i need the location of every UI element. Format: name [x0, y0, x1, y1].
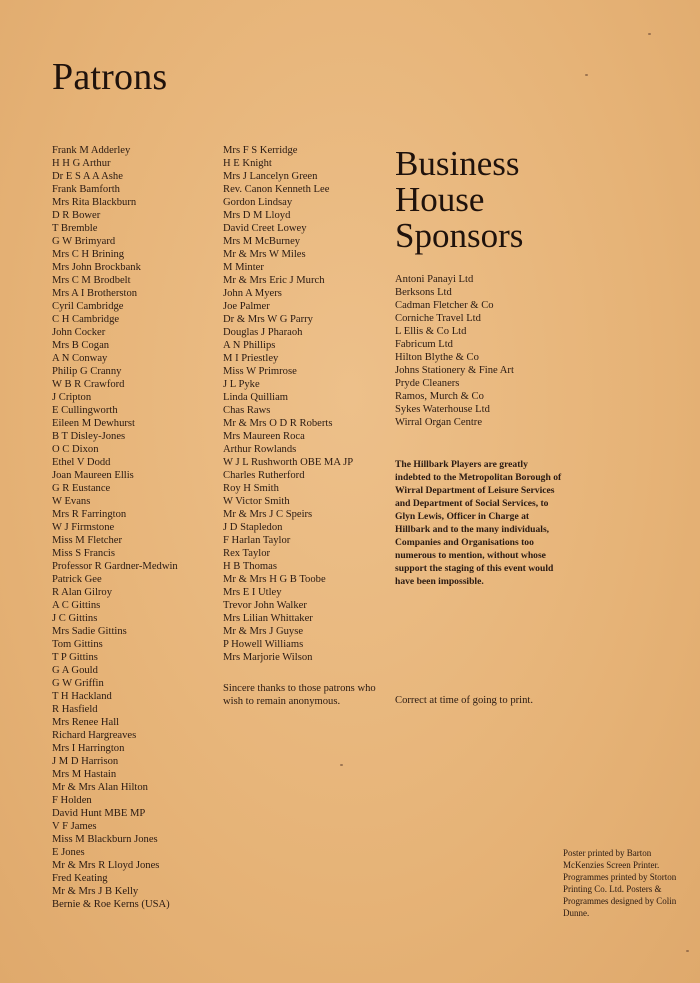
patron-name: T H Hackland [52, 691, 112, 702]
patron-name: Mrs D M Lloyd [223, 210, 291, 221]
patron-name: H H G Arthur [52, 158, 111, 169]
patron-name: O C Dixon [52, 444, 99, 455]
print-credits: Poster printed by Barton McKenzies Screen Printer. Programmes printed by Storton Printing Co. Ltd. Posters & Programmes designed by Colin Dunne. [563, 848, 677, 918]
patron-name: Gordon Lindsay [223, 197, 293, 208]
patron-name: M Minter [223, 262, 264, 273]
patron-name: J L Pyke [223, 379, 260, 390]
patron-name: John A Myers [223, 288, 282, 299]
patron-name: Mrs B Cogan [52, 340, 110, 351]
patron-name: A N Phillips [223, 340, 276, 351]
patron-name: Mrs F S Kerridge [223, 145, 298, 156]
patron-name: Frank Bamforth [52, 184, 120, 195]
sponsor-name: Hilton Blythe & Co [395, 352, 479, 363]
patron-name: Mr & Mrs Alan Hilton [52, 782, 148, 793]
sponsor-name: Berksons Ltd [395, 287, 452, 298]
patron-name: Joan Maureen Ellis [52, 470, 134, 481]
patron-name: Rev. Canon Kenneth Lee [223, 184, 330, 195]
patron-name: T P Gittins [52, 652, 98, 663]
patron-name: Eileen M Dewhurst [52, 418, 135, 429]
patron-name: Mrs R Farrington [52, 509, 127, 520]
sponsor-name: Sykes Waterhouse Ltd [395, 404, 490, 415]
patron-name: Mr & Mrs J B Kelly [52, 886, 139, 897]
patron-name: Cyril Cambridge [52, 301, 124, 312]
patrons-title: Patrons [52, 56, 168, 98]
patron-name: C H Cambridge [52, 314, 120, 325]
patron-name: G W Griffin [52, 678, 104, 689]
patron-name: M I Priestley [223, 353, 279, 364]
sponsor-name: Pryde Cleaners [395, 378, 460, 389]
patron-name: Tom Gittins [52, 639, 103, 650]
sponsors-title: Business House Sponsors [395, 144, 524, 255]
patron-name: T Bremble [52, 223, 98, 234]
patron-name: G W Brimyard [52, 236, 116, 247]
patron-name: E Cullingworth [52, 405, 118, 416]
sponsor-name: Corniche Travel Ltd [395, 313, 481, 324]
patron-name: Charles Rutherford [223, 470, 305, 481]
patron-name: V F James [52, 821, 97, 832]
paper-speck [648, 33, 651, 35]
patron-name: F Holden [52, 795, 92, 806]
patron-name: Mrs John Brockbank [52, 262, 141, 273]
patron-name: G A Gould [52, 665, 98, 676]
patron-name: Mrs J Lancelyn Green [223, 171, 318, 182]
patron-name: Mrs Lilian Whittaker [223, 613, 313, 624]
patron-name: Mrs Renee Hall [52, 717, 120, 728]
patron-name: Mrs M McBurney [223, 236, 301, 247]
patron-name: Mrs Maureen Roca [223, 431, 305, 442]
patron-name: Miss M Fletcher [52, 535, 123, 546]
patron-name: Dr E S A A Ashe [52, 171, 123, 182]
patron-name: R Alan Gilroy [52, 587, 113, 598]
patron-name: David Hunt MBE MP [52, 808, 146, 819]
patrons-column-2 [223, 144, 353, 664]
patron-name: David Creet Lowey [223, 223, 307, 234]
patron-name: Mrs A I Brotherston [52, 288, 138, 299]
patron-name: W Evans [52, 496, 91, 507]
acknowledgement-text: The Hillbark Players are greatly indebted to the Metropolitan Borough of Wirral Department of Leisure Services and Department of Social Services, to Glyn Lewis, Officer in Charge at Hillbark and to the many individuals, Companies and Organisations too numerous to mention, without whose support the staging of this event would have been impossible. [395, 459, 562, 587]
patron-name: Mrs E I Utley [223, 587, 282, 598]
sponsor-name: Fabricum Ltd [395, 339, 453, 350]
patron-name: Mrs I Harrington [52, 743, 125, 754]
patron-name: Arthur Rowlands [223, 444, 297, 455]
patron-name: Frank M Adderley [52, 145, 131, 156]
sponsor-name: Wirral Organ Centre [395, 417, 483, 428]
patron-name: W B R Crawford [52, 379, 125, 390]
patron-name: D R Bower [52, 210, 101, 221]
patron-name: Mr & Mrs H G B Toobe [223, 574, 326, 585]
patron-name: Mrs Rita Blackburn [52, 197, 137, 208]
patron-name: Mr & Mrs J C Speirs [223, 509, 313, 520]
patron-name: Mr & Mrs R Lloyd Jones [52, 860, 160, 871]
patron-name: H E Knight [223, 158, 272, 169]
patron-name: Mrs C M Brodbelt [52, 275, 131, 286]
patron-name: Patrick Gee [52, 574, 102, 585]
sponsor-name: Ramos, Murch & Co [395, 391, 484, 402]
patron-name: A N Conway [52, 353, 108, 364]
patron-name: F Harlan Taylor [223, 535, 291, 546]
patron-name: P Howell Williams [223, 639, 304, 650]
patron-name: Mrs Sadie Gittins [52, 626, 127, 637]
sponsor-name: L Ellis & Co Ltd [395, 326, 467, 337]
patron-name: Douglas J Pharaoh [223, 327, 303, 338]
patron-name: Mrs M Hastain [52, 769, 117, 780]
patron-name: Richard Hargreaves [52, 730, 137, 741]
patron-name: Mr & Mrs Eric J Murch [223, 275, 325, 286]
patron-name: R Hasfield [52, 704, 98, 715]
patron-name: Chas Raws [223, 405, 271, 416]
paper-speck [686, 950, 689, 952]
patron-name: Dr & Mrs W G Parry [223, 314, 313, 325]
patron-name: W J Firmstone [52, 522, 115, 533]
paper-speck [585, 74, 588, 76]
anonymous-patrons-note: Sincere thanks to those patrons who wish to remain anonymous. [223, 683, 376, 707]
patron-name: J C Gittins [52, 613, 98, 624]
patron-name: Joe Palmer [223, 301, 270, 312]
patron-name: Bernie & Roe Kerns (USA) [52, 899, 170, 910]
patron-name: B T Disley-Jones [52, 431, 126, 442]
patron-name: Mr & Mrs W Miles [223, 249, 306, 260]
paper-speck [340, 764, 343, 766]
patron-name: Ethel V Dodd [52, 457, 111, 468]
patron-name: Mr & Mrs O D R Roberts [223, 418, 333, 429]
patron-name: Mrs Marjorie Wilson [223, 652, 313, 663]
patron-name: J M D Harrison [52, 756, 119, 767]
patron-name: J Cripton [52, 392, 92, 403]
patron-name: W J L Rushworth OBE MA JP [223, 457, 354, 468]
patron-name: H B Thomas [223, 561, 277, 572]
patron-name: E Jones [52, 847, 85, 858]
sponsor-name: Antoni Panayi Ltd [395, 274, 474, 285]
patron-name: Mr & Mrs J Guyse [223, 626, 304, 637]
sponsor-name: Johns Stationery & Fine Art [395, 365, 514, 376]
sponsor-name: Cadman Fletcher & Co [395, 300, 494, 311]
patron-name: Fred Keating [52, 873, 108, 884]
patron-name: Professor R Gardner-Medwin [52, 561, 178, 572]
patron-name: Linda Quilliam [223, 392, 289, 403]
patron-name: Rex Taylor [223, 548, 271, 559]
patron-name: John Cocker [52, 327, 106, 338]
patron-name: G R Eustance [52, 483, 111, 494]
sponsors-list [395, 273, 514, 429]
patron-name: Roy H Smith [223, 483, 279, 494]
patron-name: W Victor Smith [223, 496, 290, 507]
patron-name: Miss S Francis [52, 548, 115, 559]
patron-name: Trevor John Walker [223, 600, 307, 611]
patron-name: J D Stapledon [223, 522, 283, 533]
patron-name: Philip G Cranny [52, 366, 122, 377]
patron-name: Miss W Primrose [223, 366, 297, 377]
patron-name: Miss M Blackburn Jones [52, 834, 158, 845]
patrons-column-1 [52, 144, 178, 911]
correct-at-print-note: Correct at time of going to print. [395, 695, 533, 706]
patron-name: A C Gittins [52, 600, 101, 611]
patron-name: Mrs C H Brining [52, 249, 125, 260]
